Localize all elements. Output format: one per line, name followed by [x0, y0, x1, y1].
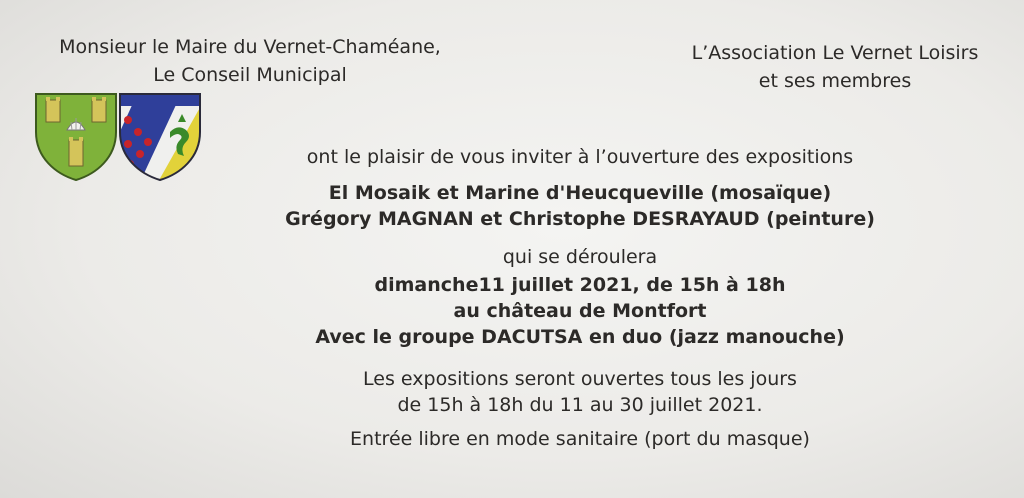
- village-coat-of-arms-icon: [34, 92, 118, 182]
- event-intro: qui se déroulera: [502, 246, 658, 268]
- event-music: Avec le groupe DACUTSA en duo (jazz manouche): [315, 326, 845, 348]
- entry-info: Entrée libre en mode sanitaire (port du masque): [350, 428, 810, 450]
- association-line: L’Association Le Vernet Loisirs: [691, 42, 979, 64]
- schedule-line-2: de 15h à 18h du 11 au 30 juillet 2021.: [397, 394, 763, 416]
- council-line: Le Conseil Municipal: [153, 64, 347, 86]
- schedule-line-1: Les expositions seront ouvertes tous les jours: [363, 368, 797, 390]
- members-line: et ses membres: [758, 70, 912, 92]
- intro-text: ont le plaisir de vous inviter à l’ouverture des expositions: [306, 146, 854, 168]
- artists-line-2: Grégory MAGNAN et Christophe DESRAYAUD (peinture): [285, 208, 875, 230]
- department-coat-of-arms-icon: [118, 92, 202, 182]
- mayor-line: Monsieur le Maire du Vernet-Chaméane,: [59, 36, 441, 58]
- artists-line-1: El Mosaik et Marine d'Heucqueville (mosaïque): [328, 182, 832, 204]
- event-location: au château de Montfort: [453, 300, 707, 322]
- event-date: dimanche11 juillet 2021, de 15h à 18h: [374, 274, 786, 296]
